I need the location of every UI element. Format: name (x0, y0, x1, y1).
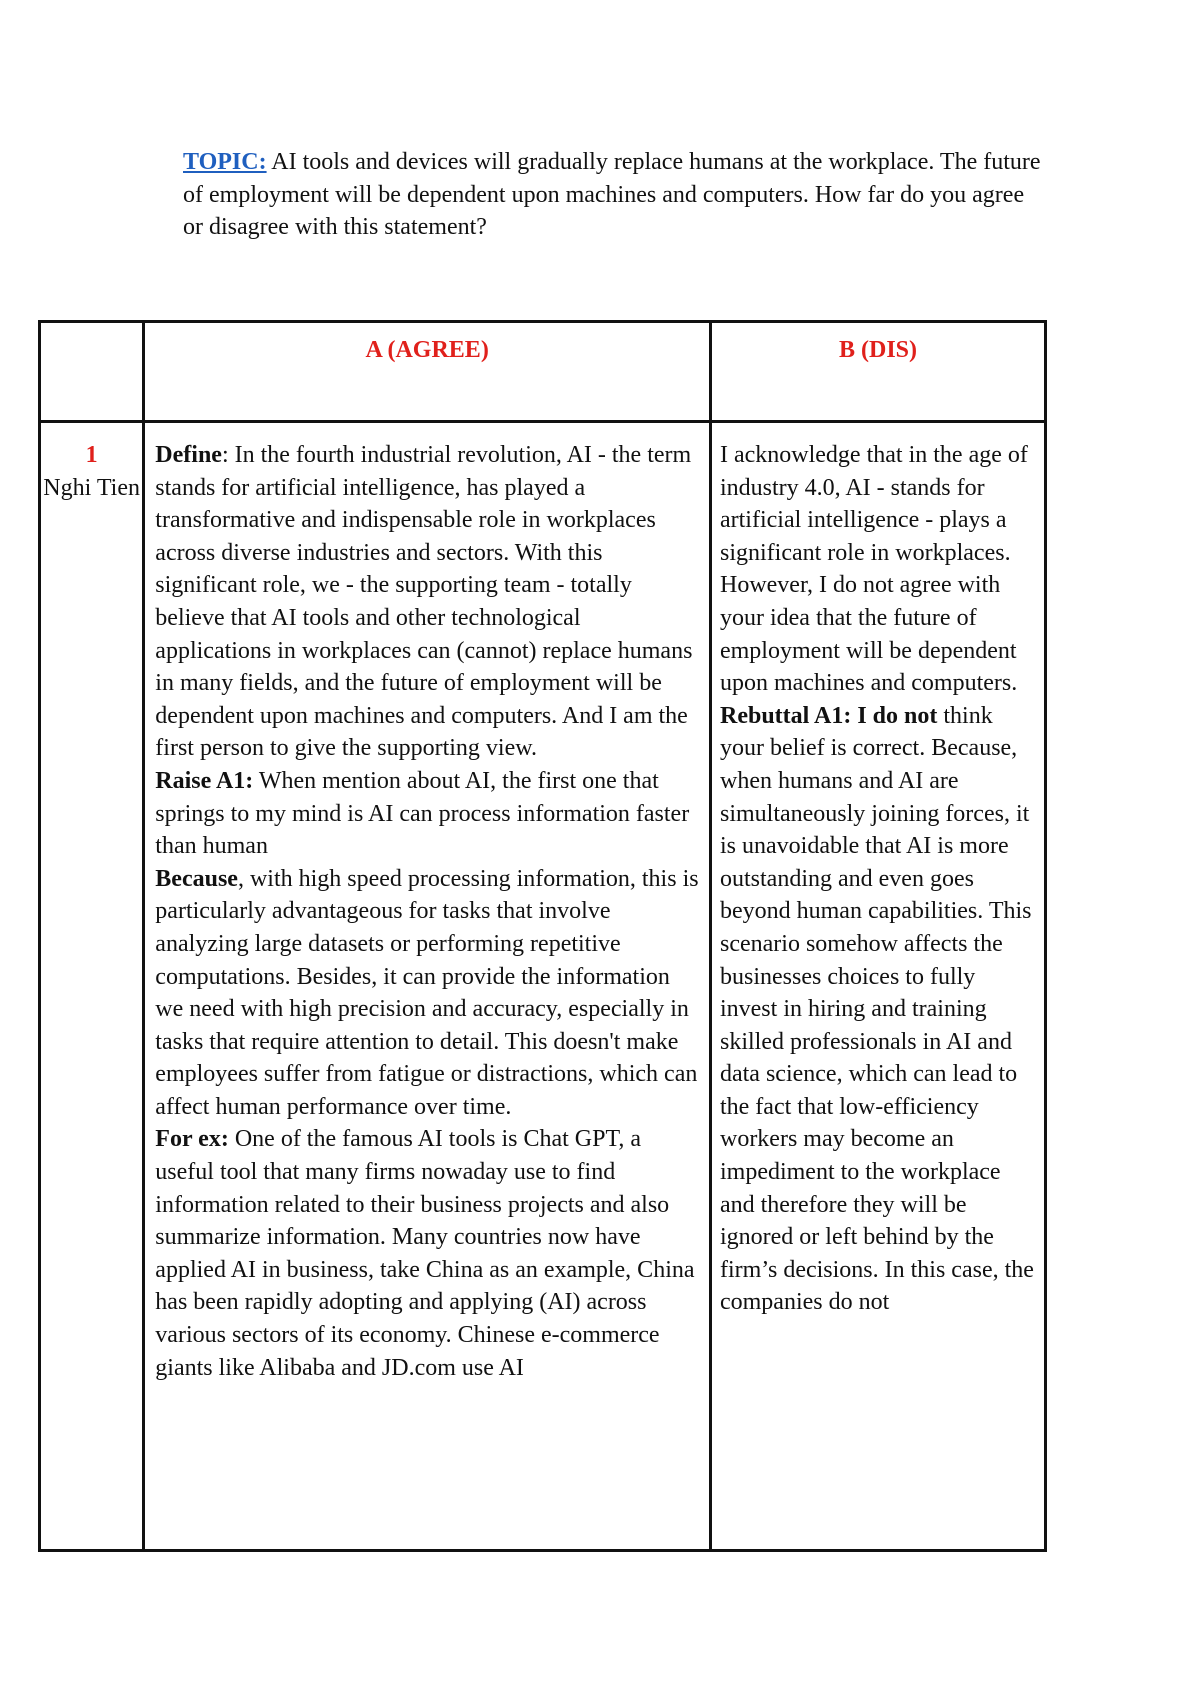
define-text: : In the fourth industrial revolution, AI - the term stands for artificial intelligence, has played a transformative and indispensable role in workplaces across diverse industries and sectors. With this significant role, we - the supporting team - totally believe that AI tools and other technological applications in workplaces can (cannot) replace humans in many fields, and the future of employment will be dependent upon machines and computers. And I am the first person to give the supporting view. (155, 442, 693, 762)
speaker-name: Nghi Tien (43, 474, 140, 501)
topic-text: AI tools and devices will gradually replace humans at the workplace. The future of employment will be dependent upon machines and computers. How far do you agree or disagree with this statement? (183, 149, 1041, 240)
because-text: , with high speed processing information, this is particularly advantageous for tasks that involve analyzing large datasets or performing repetitive computations. Besides, it can provide the information we need with high precision and accuracy, especially in tasks that require attention to detail. This doesn't make employees suffer from fatigue or distractions, which can affect human performance over time. (155, 865, 699, 1120)
rebuttal-text: think your belief is correct. Because, when humans and AI are simultaneously joining forces, it is unavoidable that AI is more outstanding and even goes beyond human capabilities. This scenario somehow affects the businesses choices to fully invest in hiring and training skilled professionals in AI and data science, which can lead to the fact that low-efficiency workers may become an impediment to the workplace and therefore they will be ignored or left behind by the firm’s decisions. In this case, the companies do not (719, 702, 1034, 1316)
header-disagree: B (DIS) (710, 322, 1045, 422)
agree-argument-cell (144, 422, 711, 1551)
debate-table (38, 320, 1047, 1552)
because-paragraph (155, 863, 701, 1124)
rebuttal-paragraph (720, 700, 1038, 1319)
topic-label: TOPIC: (183, 149, 267, 175)
speaker-cell (40, 422, 144, 1551)
define-paragraph (155, 439, 701, 765)
table-row (40, 422, 1046, 1551)
define-label: Define (155, 442, 222, 468)
disagree-argument-cell (710, 422, 1045, 1551)
header-agree: A (AGREE) (144, 322, 711, 422)
raise-text: When mention about AI, the first one that springs to my mind is AI can process information faster than human (155, 767, 690, 860)
header-number-cell (40, 322, 144, 422)
raise-label: Raise A1: (155, 767, 254, 794)
table-header-row (40, 322, 1046, 422)
intro-paragraph: I acknowledge that in the age of industry 4.0, AI - stands for artificial intelligence - plays a significant role in workplaces. However, I do not agree with your idea that the future of employment will be dependent upon machines and computers. (719, 442, 1028, 697)
row-number: 1 (85, 442, 98, 468)
example-label: For ex: (155, 1126, 229, 1153)
rebuttal-label: Rebuttal A1: (719, 702, 852, 729)
example-text: One of the famous AI tools is Chat GPT, a useful tool that many firms nowaday use to find information related to their business projects and also summarize information. Many countries now have applied AI in business, take China as an example, China has been rapidly adopting and applying (AI) across various sectors of its economy. Chinese e-commerce giants like Alibaba and JD.com use AI (155, 1126, 695, 1381)
example-paragraph (155, 1123, 701, 1384)
because-label: Because (155, 865, 238, 892)
raise-paragraph (155, 765, 701, 863)
topic-statement (183, 146, 1043, 244)
rebuttal-emphasis: I do not (851, 702, 938, 729)
